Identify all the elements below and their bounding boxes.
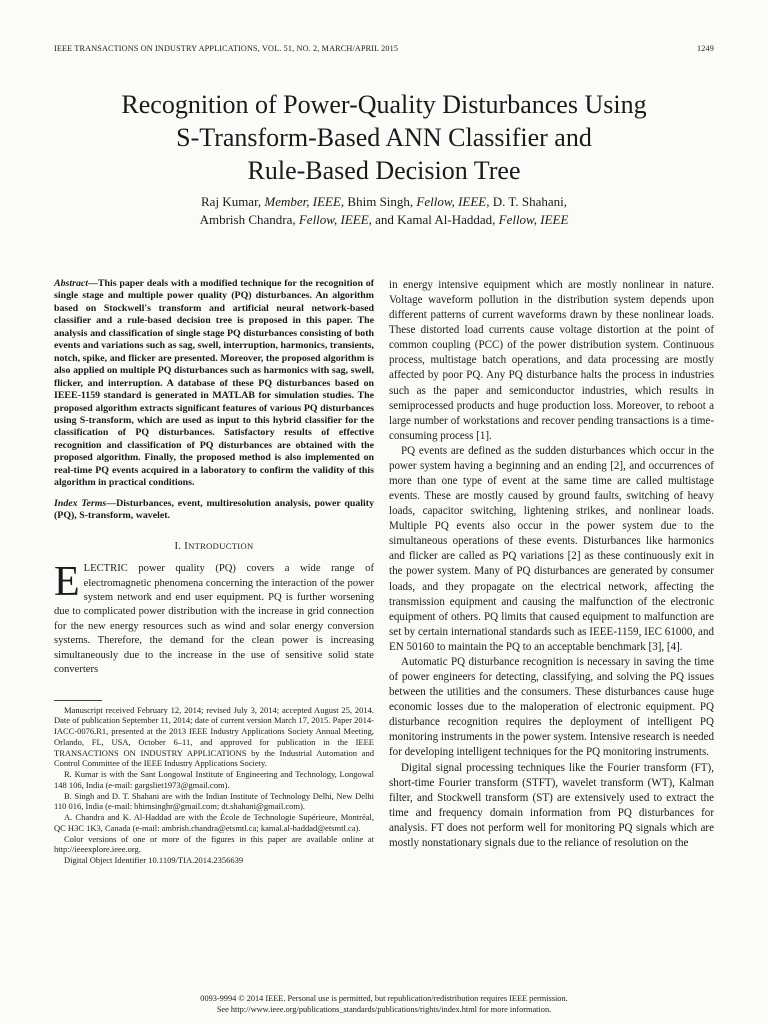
journal-header: IEEE TRANSACTIONS ON INDUSTRY APPLICATIONS, VOL. 51, NO. 2, MARCH/APRIL 2015 <box>54 44 399 53</box>
section-title-rest: NTRODUCTION <box>188 540 254 551</box>
footnote-affiliation: B. Singh and D. T. Shahani are with the Indian Institute of Technology Delhi, New Delhi 110 016, India (e-mail: bhimsinghr@gmail.com; dt.shahani@gmail.com). <box>54 790 374 812</box>
right-column <box>389 278 714 851</box>
author-membership: Member, IEEE <box>264 194 341 209</box>
section-numeral: I. <box>174 540 185 552</box>
intro-text: LECTRIC power quality (PQ) covers a wide range of electromagnetic phenomena concerning the interaction of the power system network and end user equipment. PQ is further worsening due to complicated power distribution with the increase in grid connection for the new energy resources such as wind and solar energy conversion systems. Therefore, the demand for the clean power is increasing simultaneously due to the increase in the use of sensitive solid state converters <box>54 563 374 676</box>
copyright-line-1: 0093-9994 © 2014 IEEE. Personal use is permitted, but republication/redistribution requires IEEE permission. <box>200 994 568 1003</box>
author-name: Ambrish Chandra, <box>199 212 299 227</box>
running-head <box>54 44 714 53</box>
left-column <box>54 278 374 866</box>
footnotes <box>54 705 374 866</box>
author-list <box>40 193 728 229</box>
abstract <box>54 278 374 490</box>
body-paragraph: PQ events are defined as the sudden disturbances which occur in the power system having a beginning and an ending [2], and occurrences of more than one type of event at the same time are called multistage events. These are mostly caused by ground faults, switching of heavy loads, capacitor switching, lightening strikes, and nonlinear loads. Multiple PQ events also occur in the power system due to the simultaneous operations of these events. Disturbances like harmonics and flicker are called as PQ variations [2] as these continuously exit in the power system. Many of PQ disturbances are generated by consumer loads, and they propagate on the electrical network, affecting the transmission equipment and causing the malfunction of the electronic equipment of others. PQ limits that caused equipment to malfunction are set by certain international standards such as IEEE-1159, IEC 61000, and EN 50160 to maintain the PQ to an acceptable benchmark [3], [4]. <box>389 444 714 653</box>
author-name: Raj Kumar, <box>201 194 265 209</box>
title-line-1: Recognition of Power-Quality Disturbances Using <box>121 90 647 119</box>
title-line-2: S-Transform-Based ANN Classifier and <box>176 123 592 152</box>
author-name: , Bhim Singh, <box>340 194 417 209</box>
index-terms-text: —Disturbances, event, multiresolution analysis, power quality (PQ), S-transform, wavelet. <box>54 497 375 522</box>
index-terms <box>54 498 374 523</box>
paper-title <box>40 88 728 187</box>
author-membership: Fellow, IEEE <box>298 212 369 227</box>
author-name: , D. T. Shahani, <box>486 194 567 209</box>
author-line-2 <box>40 211 728 229</box>
body-paragraph: Digital signal processing techniques like the Fourier transform (FT), short-time Fourier transform (STFT), wavelet transform (WT), Kalman filter, and Stockwell transform (ST) are extensively used to extract the time and frequency domain information from PQ disturbances for analysis. FT does not perform well for monitoring PQ signals which are mostly nonstationary signals due to the reliance of resolution on the <box>389 761 714 849</box>
author-membership: Fellow, IEEE <box>416 194 487 209</box>
index-terms-lead: Index Terms <box>54 497 107 509</box>
footnote-manuscript: Manuscript received February 12, 2014; revised July 3, 2014; accepted August 25, 2014. Date of publication September 11, 2014; date of current version March 17, 2015. Paper 2014-IACC-0076.R1, presented at the 2013 IEEE Industry Applications Society Annual Meeting, Orlando, FL, USA, October 6–11, and approved for publication in the IEEE TRANSACTIONS ON INDUSTRY APPLICATIONS by the Industrial Automation and Control Committee of the IEEE Industry Applications Society. <box>54 704 374 769</box>
intro-paragraph <box>54 559 374 678</box>
footnote-affiliation: R. Kumar is with the Sant Longowal Institute of Engineering and Technology, Longowal 148 106, India (e-mail: gargsliet1973@gmail.com). <box>54 769 374 790</box>
body-paragraph: Automatic PQ disturbance recognition is necessary in saving the time of power engineers for detecting, classifying, and solving the PQ issues between the utilities and the consumers. These disturbances cause huge economic losses due to the maloperation of electronic equipment. PQ disturbance recognition requires the deployment of intelligent PQ monitoring instruments in the power system. Intensive research is needed for developing intelligent techniques for the PQ monitoring instruments. <box>389 655 714 759</box>
abstract-lead: Abstract <box>54 278 89 289</box>
abstract-text: —This paper deals with a modified technique for the recognition of single stage and multiple power quality (PQ) disturbances. An algorithm based on Stockwell's transform and artificial neural network-based classifier and a rule-based decision tree is proposed in this paper. The analysis and classification of single stage PQ disturbances consisting of both events and variations such as sag, swell, interruption, harmonics, transients, notch, spike, and flicker are presented. Moreover, the proposed algorithm is also applied on multiple PQ disturbances such as harmonics with sag, swell, flicker, and interruption. A database of these PQ disturbances based on IEEE-1159 standard is generated in MATLAB for simulation studies. The proposed algorithm extracts significant features of various PQ disturbances using S-transform, which are used as input to this hybrid classifier for the classification of PQ disturbances. Satisfactory results of effective recognition and classification of PQ disturbances are obtained with the proposed algorithm. Finally, the proposed method is also implemented on real-time PQ events acquired in a laboratory to confirm the validity of this algorithm in practical conditions. <box>54 278 374 489</box>
copyright-notice <box>40 994 728 1015</box>
body-paragraph: in energy intensive equipment which are mostly nonlinear in nature. Voltage waveform pollution in the distribution system depends upon different patterns of current waveforms drawn by these nonlinear loads. These distorted load currents cause voltage distortion at the point of common coupling (PCC) of the power distribution system. Continuous process, multistage batch operations, and data processing are mostly affected by poor PQ. Any PQ disturbance halts the process in industries such as the paper and semiconductor industries, which results in semiprocessed products and huge production loss. Moreover, to reboot a large number of workstations and recover pending transactions is a time-consuming process [1]. <box>389 279 714 442</box>
footnote-doi: Digital Object Identifier 10.1109/TIA.2014.2356639 <box>64 855 244 866</box>
title-line-3: Rule-Based Decision Tree <box>247 156 521 185</box>
drop-cap: E <box>54 559 80 606</box>
author-line-1 <box>40 193 728 211</box>
copyright-line-2: See http://www.ieee.org/publications_standards/publications/rights/index.html for more information. <box>216 1004 552 1014</box>
section-title-initial: I <box>184 540 189 552</box>
footnote-rule <box>54 700 102 701</box>
section-heading <box>54 539 374 554</box>
page-number: 1249 <box>697 44 714 53</box>
footnote-affiliation: A. Chandra and K. Al-Haddad are with the École de Technologie Supérieure, Montréal, QC H3C 1K3, Canada (e-mail: ambrish.chandra@etsmtl.ca; kamal.al-haddad@etsmtl.ca). <box>54 812 374 833</box>
footnote-color-versions: Color versions of one or more of the figures in this paper are available online at http://ieeexplore.ieee.org. <box>54 833 374 855</box>
author-name: , and Kamal Al-Haddad, <box>368 212 499 227</box>
author-membership: Fellow, IEEE <box>498 212 569 227</box>
